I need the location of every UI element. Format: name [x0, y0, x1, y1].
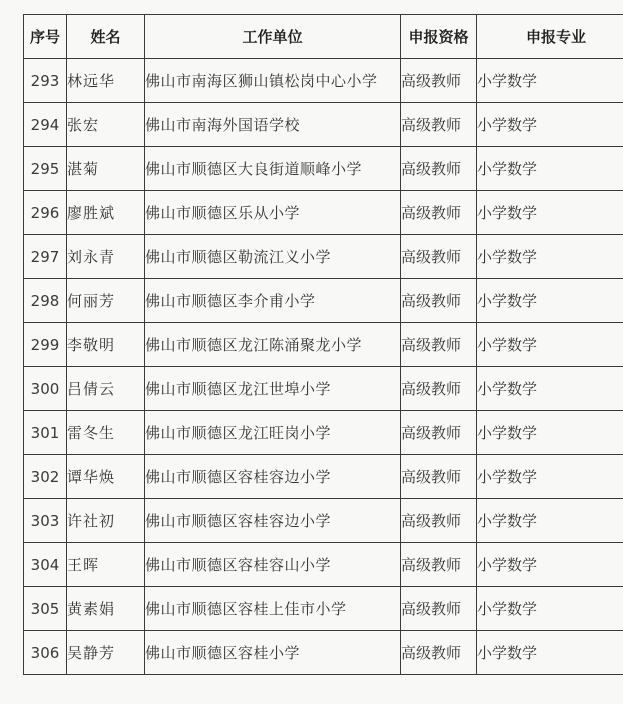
specialty-cell: 小学数学 — [477, 587, 623, 631]
name-cell: 吴静芳 — [67, 631, 145, 675]
table-row — [24, 543, 623, 587]
name-cell: 何丽芳 — [67, 279, 145, 323]
specialty-cell: 小学数学 — [477, 455, 623, 499]
name-cell: 吕倩云 — [67, 367, 145, 411]
serial-no-cell: 306 — [24, 631, 67, 675]
table-row — [24, 631, 623, 675]
work-unit-cell: 佛山市顺德区容桂小学 — [145, 631, 401, 675]
qualification-cell: 高级教师 — [401, 631, 477, 675]
table-row — [24, 191, 623, 235]
name-cell: 张宏 — [67, 103, 145, 147]
work-unit-cell: 佛山市顺德区龙江陈涌聚龙小学 — [145, 323, 401, 367]
qualification-cell: 高级教师 — [401, 191, 477, 235]
table-row — [24, 499, 623, 543]
serial-no-cell: 305 — [24, 587, 67, 631]
serial-no-cell: 298 — [24, 279, 67, 323]
table-row — [24, 455, 623, 499]
table-row — [24, 235, 623, 279]
work-unit-cell: 佛山市顺德区容桂容边小学 — [145, 455, 401, 499]
name-cell: 李敬明 — [67, 323, 145, 367]
table-row — [24, 103, 623, 147]
qualification-cell: 高级教师 — [401, 235, 477, 279]
qualification-cell: 高级教师 — [401, 411, 477, 455]
specialty-cell: 小学数学 — [477, 59, 623, 103]
qualification-cell: 高级教师 — [401, 59, 477, 103]
header-work-unit: 工作单位 — [145, 15, 401, 59]
serial-no-cell: 296 — [24, 191, 67, 235]
serial-no-cell: 297 — [24, 235, 67, 279]
header-serial-no: 序号 — [24, 15, 67, 59]
specialty-cell: 小学数学 — [477, 631, 623, 675]
qualification-cell: 高级教师 — [401, 499, 477, 543]
table-row — [24, 587, 623, 631]
name-cell: 湛菊 — [67, 147, 145, 191]
qualification-cell: 高级教师 — [401, 367, 477, 411]
serial-no-cell: 295 — [24, 147, 67, 191]
work-unit-cell: 佛山市顺德区龙江世埠小学 — [145, 367, 401, 411]
work-unit-cell: 佛山市顺德区李介甫小学 — [145, 279, 401, 323]
table-row — [24, 147, 623, 191]
qualification-cell: 高级教师 — [401, 103, 477, 147]
serial-no-cell: 300 — [24, 367, 67, 411]
specialty-cell: 小学数学 — [477, 235, 623, 279]
specialty-cell: 小学数学 — [477, 147, 623, 191]
work-unit-cell: 佛山市顺德区龙江旺岗小学 — [145, 411, 401, 455]
serial-no-cell: 293 — [24, 59, 67, 103]
work-unit-cell: 佛山市南海外国语学校 — [145, 103, 401, 147]
teacher-roster-table — [23, 14, 623, 675]
serial-no-cell: 301 — [24, 411, 67, 455]
qualification-cell: 高级教师 — [401, 587, 477, 631]
table-row — [24, 323, 623, 367]
table-row — [24, 279, 623, 323]
name-cell: 黄素娟 — [67, 587, 145, 631]
specialty-cell: 小学数学 — [477, 543, 623, 587]
serial-no-cell: 303 — [24, 499, 67, 543]
serial-no-cell: 299 — [24, 323, 67, 367]
header-qualification: 申报资格 — [401, 15, 477, 59]
header-name: 姓名 — [67, 15, 145, 59]
qualification-cell: 高级教师 — [401, 323, 477, 367]
specialty-cell: 小学数学 — [477, 499, 623, 543]
name-cell: 许社初 — [67, 499, 145, 543]
qualification-cell: 高级教师 — [401, 543, 477, 587]
work-unit-cell: 佛山市顺德区大良街道顺峰小学 — [145, 147, 401, 191]
table-row — [24, 411, 623, 455]
specialty-cell: 小学数学 — [477, 411, 623, 455]
name-cell: 谭华焕 — [67, 455, 145, 499]
qualification-cell: 高级教师 — [401, 455, 477, 499]
specialty-cell: 小学数学 — [477, 367, 623, 411]
specialty-cell: 小学数学 — [477, 103, 623, 147]
work-unit-cell: 佛山市顺德区容桂容边小学 — [145, 499, 401, 543]
work-unit-cell: 佛山市顺德区勒流江义小学 — [145, 235, 401, 279]
name-cell: 廖胜斌 — [67, 191, 145, 235]
table-row — [24, 367, 623, 411]
work-unit-cell: 佛山市南海区狮山镇松岗中心小学 — [145, 59, 401, 103]
qualification-cell: 高级教师 — [401, 279, 477, 323]
serial-no-cell: 304 — [24, 543, 67, 587]
name-cell: 王晖 — [67, 543, 145, 587]
work-unit-cell: 佛山市顺德区容桂容山小学 — [145, 543, 401, 587]
specialty-cell: 小学数学 — [477, 191, 623, 235]
name-cell: 刘永青 — [67, 235, 145, 279]
table-row — [24, 59, 623, 103]
work-unit-cell: 佛山市顺德区容桂上佳市小学 — [145, 587, 401, 631]
header-specialty: 申报专业 — [477, 15, 623, 59]
serial-no-cell: 302 — [24, 455, 67, 499]
name-cell: 雷冬生 — [67, 411, 145, 455]
serial-no-cell: 294 — [24, 103, 67, 147]
name-cell: 林远华 — [67, 59, 145, 103]
specialty-cell: 小学数学 — [477, 323, 623, 367]
table-body — [24, 59, 623, 675]
work-unit-cell: 佛山市顺德区乐从小学 — [145, 191, 401, 235]
specialty-cell: 小学数学 — [477, 279, 623, 323]
qualification-cell: 高级教师 — [401, 147, 477, 191]
table-header-row — [24, 15, 623, 59]
